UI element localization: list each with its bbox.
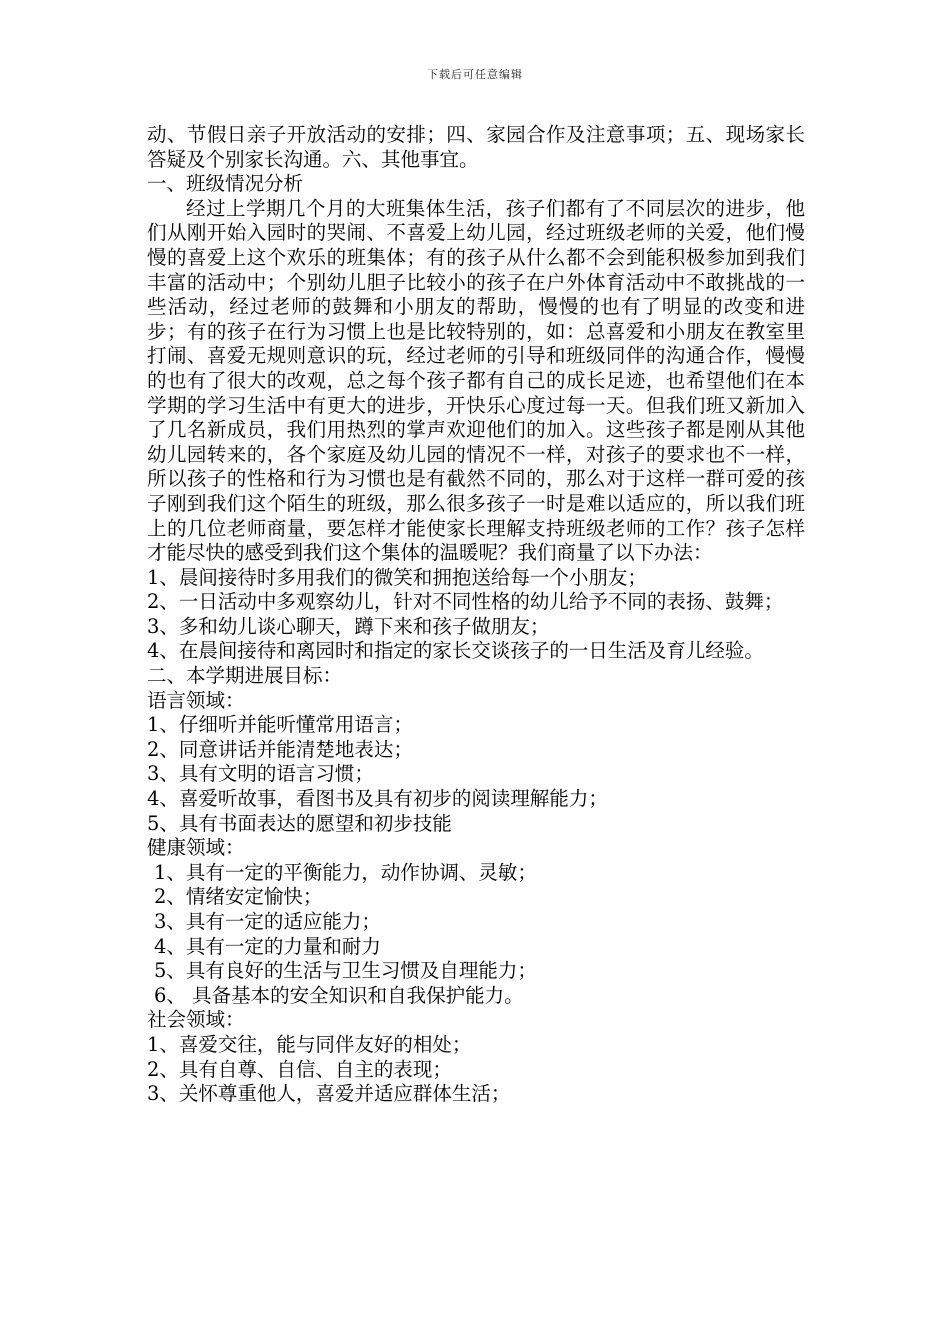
list-item-method-2: 2、一日活动中多观察幼儿，针对不同性格的幼儿给予不同的表扬、鼓舞； <box>147 590 784 614</box>
list-item-health-4: 4、具有一定的力量和耐力 <box>154 934 381 958</box>
list-item-language-2: 2、同意讲话并能清楚地表达； <box>147 737 413 761</box>
list-item-social-1: 1、喜爱交往，能与同伴友好的相处； <box>147 1032 472 1056</box>
list-item-method-4: 4、在晨间接待和离园时和指定的家长交谈孩子的一日生活及育儿经验。 <box>147 639 764 663</box>
section-heading-class-analysis: 一、班级情况分析 <box>147 172 304 196</box>
list-item-health-5: 5、具有良好的生活与卫生习惯及自理能力； <box>154 959 537 983</box>
section-heading-goals: 二、本学期进展目标： <box>147 664 343 688</box>
list-item-health-6: 6、 具备基本的安全知识和自我保护能力。 <box>154 983 524 1007</box>
subheading-social-domain: 社会领域： <box>147 1008 245 1032</box>
list-item-social-3: 3、关怀尊重他人，喜爱并适应群体生活； <box>147 1082 511 1106</box>
list-item-social-2: 2、具有自尊、自信、自主的表现； <box>147 1057 452 1081</box>
subheading-health-domain: 健康领域： <box>147 836 245 860</box>
document-body <box>147 123 805 1107</box>
list-item-language-5: 5、具有书面表达的愿望和初步技能 <box>147 811 452 835</box>
list-item-language-1: 1、仔细听并能听懂常用语言； <box>147 713 413 737</box>
list-item-health-3: 3、具有一定的适应能力； <box>154 910 381 933</box>
list-item-language-4: 4、喜爱听故事，看图书及具有初步的阅读理解能力； <box>147 787 608 811</box>
paragraph-class-analysis: 经过上学期几个月的大班集体生活，孩子们都有了不同层次的进步，他们从刚开始入园时的哭闹、不喜爱上幼儿园，经过班级老师的关爱，他们慢慢的喜爱上这个欢乐的班集体；有的孩子从什么都不会到能积极参加到我们丰富的活动中；个别幼儿胆子比较小的孩子在户外体育活动中不敢挑战的一些活动，经过老师的鼓舞和小朋友的帮助，慢慢的也有了明显的改变和进步；有的孩子在行为习惯上也是比较特别的，如：总喜爱和小朋友在教室里打闹、喜爱无规则意识的玩，经过老师的引导和班级同伴的沟通合作，慢慢的也有了很大的改观，总之每个孩子都有自己的成长足迹，也希望他们在本学期的学习生活中有更大的进步，开快乐心度过每一天。但我们班又新加入了几名新成员，我们用热烈的掌声欢迎他们的加入。这些孩子都是刚从其他幼儿园转来的，各个家庭及幼儿园的情况不一样，对孩子的要求也不一样，所以孩子的性格和行为习惯也是有截然不同的，那么对于这样一群可爱的孩子刚到我们这个陌生的班级，那么很多孩子一时是难以适应的，所以我们班上的几位老师商量，要怎样才能使家长理解支持班级老师的工作？孩子怎样才能尽快的感受到我们这个集体的温暖呢？我们商量了以下办法： <box>147 196 805 565</box>
list-item-language-3: 3、具有文明的语言习惯； <box>147 762 374 786</box>
list-item-method-1: 1、晨间接待时多用我们的微笑和拥抱送给每一个小朋友； <box>147 565 647 589</box>
page-header: 下载后可任意编辑 <box>427 68 523 81</box>
list-item-health-2: 2、情绪安定愉快； <box>154 885 323 909</box>
list-item-method-3: 3、多和幼儿谈心聊天，蹲下来和孩子做朋友； <box>147 614 550 638</box>
paragraph-agenda-continuation: 动、节假日亲子开放活动的安排；四、家园合作及注意事项；五、现场家长答疑及个别家长沟通。六、其他事宜。 <box>147 123 805 171</box>
subheading-language-domain: 语言领域： <box>147 688 245 712</box>
list-item-health-1: 1、具有一定的平衡能力，动作协调、灵敏； <box>154 860 537 884</box>
